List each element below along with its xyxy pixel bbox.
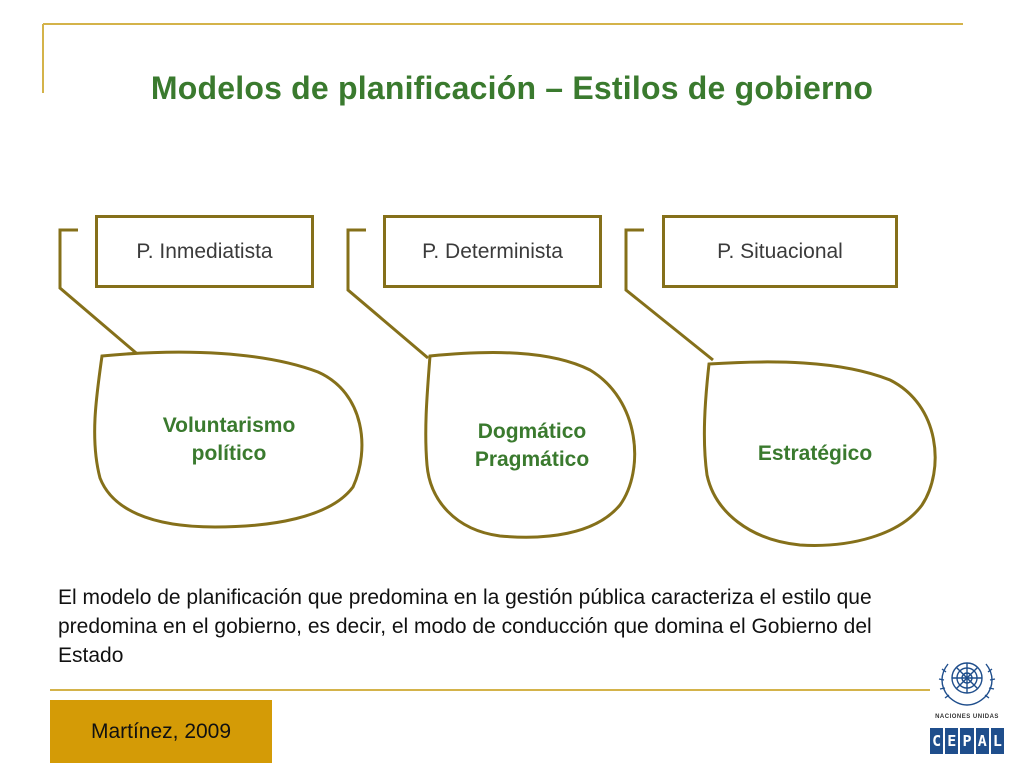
un-emblem-icon	[934, 650, 1000, 708]
bubble-line: político	[191, 442, 267, 465]
model-box-inmediatista: P. Inmediatista	[95, 215, 314, 288]
slide-title: Modelos de planificación – Estilos de gobierno	[150, 70, 874, 106]
cepal-letter: P	[960, 728, 973, 754]
cepal-letter: E	[945, 728, 958, 754]
bubble-line: Pragmático	[474, 448, 590, 471]
bubble-line: Estratégico	[757, 441, 873, 465]
bubble-line: Voluntarismo	[162, 413, 296, 437]
description-text: El modelo de planificación que predomina en la gestión pública caracteriza el estilo que predomina en el gobierno, es decir, el modo de conducción que domina el Gobierno del Estado	[58, 586, 872, 667]
citation-box	[50, 700, 272, 763]
cepal-wordmark	[930, 728, 1004, 754]
bubble-line: Dogmático	[477, 419, 587, 443]
un-text: NACIONES UNIDAS	[935, 714, 999, 720]
model-box-determinista: P. Determinista	[383, 215, 602, 288]
citation-text: Martínez, 2009	[90, 719, 232, 743]
cepal-logo	[930, 650, 1004, 754]
model-box-situacional: P. Situacional	[662, 215, 898, 288]
bubble-label-voluntarismo	[110, 408, 348, 472]
cepal-letter: A	[976, 728, 989, 754]
bubble-label-estrategico	[712, 436, 918, 472]
cepal-letter: L	[991, 728, 1004, 754]
cepal-letter: C	[930, 728, 943, 754]
bubble-label-dogmatico	[432, 414, 632, 478]
